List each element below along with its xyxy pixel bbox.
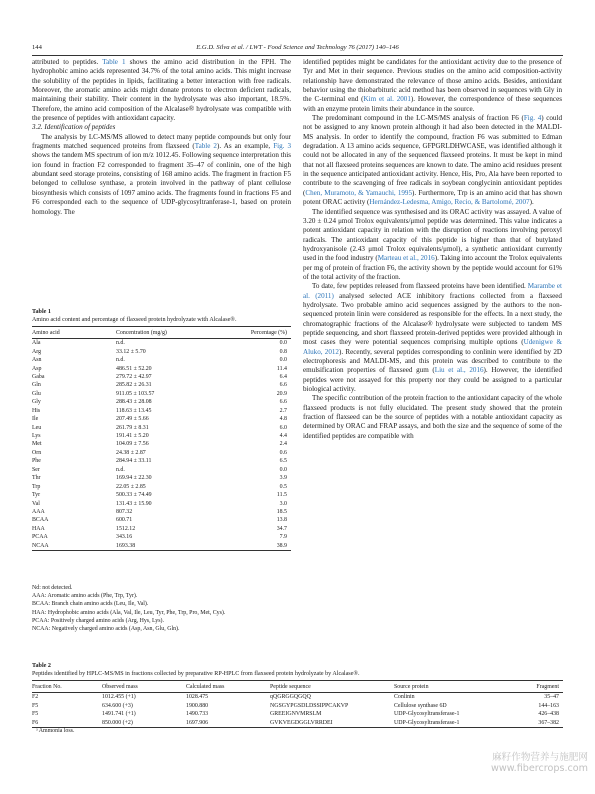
table-note: BCAA: Branch chain amino acids (Leu, Ile, Val). bbox=[32, 601, 149, 608]
table-row bbox=[32, 491, 291, 499]
table-cell: 1028.475 bbox=[186, 694, 209, 701]
table-cell: 486.51 ± 52.20 bbox=[116, 365, 152, 372]
column-header: Peptide sequence bbox=[270, 681, 394, 693]
table-row bbox=[32, 407, 291, 415]
table-cell: 6.6 bbox=[279, 382, 287, 389]
table-cell: Arg bbox=[32, 348, 42, 355]
table-cell: 2.4 bbox=[279, 441, 287, 448]
table-cell: HAA bbox=[32, 525, 45, 532]
table-cell: 4.8 bbox=[279, 416, 287, 423]
table-cell: 288.43 ± 28.08 bbox=[116, 399, 152, 406]
table-cell: Leu bbox=[32, 424, 42, 431]
table2-footnote: ᵃ Ammonia loss. bbox=[36, 728, 75, 734]
table1-notes bbox=[32, 584, 294, 633]
table-note: HAA: Hydrophobic amino acids (Ala, Val, Ile, Leu, Tyr, Phe, Trp, Pro, Met, Cys). bbox=[32, 609, 226, 616]
paragraph: The identified sequence was synthesised and its ORAC activity was assayed. A value of 3.20 ± 0.24 μmol Trolox equivalents/μmol peptide was determined. This value indicates a potent antioxidant capacity in relation with the disruption of reactions involving peroxyl radicals. The antioxidant capacity of this peptide is higher than that of butylated hydroxyanisole (2.43 μmol Trolox equivalents/μmol), a synthetic antioxidant currently used in the food industry (Marteau et al., 2016). Taking into account the Trolox equivalents per mg of protein of fraction F6, the activity shown by the peptide would account for 61% of the total activity of the fraction. bbox=[303, 207, 563, 281]
table-cell: PCAA bbox=[32, 534, 48, 541]
table-cell: n.d. bbox=[116, 340, 125, 347]
table2-label: Table 2 bbox=[32, 663, 51, 669]
table-cell: 285.82 ± 26.31 bbox=[116, 382, 152, 389]
table-cell: Trp bbox=[32, 483, 41, 490]
table-cell: 7.9 bbox=[279, 534, 287, 541]
table-cell: Gaba bbox=[32, 373, 45, 380]
table-cell: 1693.38 bbox=[116, 542, 236, 551]
paragraph: attributed to peptides. Table 1 shows the amino acid distribution in the FPH. The hydrophobic amino acids represented 34.7% of the total amino acids. This might increase the solubility of the peptides in lipids, facilitating a better interaction with free radicals. Moreover, the aromatic amino acids might donate protons to electron deficient radicals, maintaining their stability. Their content in the hydrolysate was also important, 18.5%. Therefore, the amino acid composition of the Alcalase® hydrolysate was compatible with the presence of peptides with antioxidant capacity. bbox=[32, 58, 291, 123]
column-header: Observed mass bbox=[102, 681, 186, 693]
table-cell: qQGRGGQGQQ bbox=[270, 694, 311, 701]
paragraph: To date, few peptides released from flaxseed proteins have been identified. Marambe et al. (2011) analysed selected ACE inhibitory fractions collected from a flaxseed hydrolysate. Two probable amino acid sequences assigned by the authors to the non-sequenced protein linin were considered as responsible for the effects. In a next study, the chromatographic fractions of the Alcalase® hydrolysate were subjected to tandem MS peptide sequencing, and short flaxseed protein-derived peptides were provided although in most cases they were potential sequences comprising multiple options (Udenigwe & Aluko, 2012). Recently, several peptides corresponding to conlinin were identified by 2D electrophoresis and MALDI-MS, and this protein was described to contribute to the emulsification properties of flaxseed gum (Liu et al., 2016). However, the identified peptides were not assayed for this property nor they could be assigned to a particular biological activity. bbox=[303, 282, 562, 394]
table-row bbox=[32, 508, 291, 516]
table-cell: 13.8 bbox=[276, 517, 287, 524]
table-cell: 118.63 ± 13.45 bbox=[116, 407, 152, 414]
table-cell: n.d. bbox=[116, 357, 125, 364]
table-cell: 284.94 ± 33.11 bbox=[116, 458, 152, 465]
table-cell: Ile bbox=[32, 416, 39, 423]
left-column bbox=[32, 58, 291, 217]
link-fig-3[interactable]: Fig. 3 bbox=[273, 142, 292, 151]
table-cell: 144–163 bbox=[538, 702, 559, 709]
table-cell: 0.6 bbox=[279, 449, 287, 456]
right-column bbox=[303, 58, 562, 441]
table-note: AAA: Aromatic amino acids (Phe, Trp, Tyr). bbox=[32, 593, 138, 600]
table-row bbox=[32, 482, 291, 490]
table-header-row bbox=[32, 327, 291, 339]
table-cell: 0.0 bbox=[279, 466, 287, 473]
table-cell: 807.32 bbox=[116, 508, 133, 515]
table-cell: 426–438 bbox=[538, 711, 559, 718]
link-fig-4[interactable]: Fig. 4 bbox=[523, 114, 542, 123]
running-header bbox=[32, 44, 563, 54]
link-chen-1995[interactable]: Chen, Muramoto, & Yamauchi, 1995 bbox=[305, 188, 413, 197]
table-cell: Phe bbox=[32, 458, 41, 465]
table-cell: 279.72 ± 42.97 bbox=[116, 373, 152, 380]
paragraph: identified peptides might be candidates for the antioxidant activity due to the presence of Tyr and Met in their sequence. Previous studies on the amino acid composition-activity relationship have demonstrated the relevance of those amino acids. Besides, antioxidant behavior using the thiobarbituric acid method has been observed in sequences with Gly in the C-terminal end (Kim et al. 2001). However, the correspondence of these sequences with an enzyme protein limits their abundance in the source. bbox=[303, 58, 562, 113]
table-cell: 0.0 bbox=[279, 357, 287, 364]
page-number: 144 bbox=[32, 44, 42, 51]
column-header: Fragment bbox=[508, 681, 563, 693]
table-row bbox=[32, 449, 291, 457]
link-table-2[interactable]: Table 2 bbox=[194, 142, 217, 151]
table-cell: AAA bbox=[32, 508, 45, 515]
table-cell: 634.600 (+3) bbox=[102, 702, 133, 709]
table-cell: Cellulose synthase 6D bbox=[394, 702, 447, 709]
table-cell: 6.0 bbox=[279, 424, 287, 431]
table-cell: 18.5 bbox=[276, 508, 287, 515]
link-liu-2016[interactable]: Liu et al., 2016 bbox=[434, 366, 484, 375]
link-udenigwe-2012[interactable]: Udenigwe & Aluko, 2012 bbox=[303, 338, 562, 356]
table-row bbox=[32, 356, 291, 364]
table-cell: F6 bbox=[32, 719, 102, 728]
column-header: Amino acid bbox=[32, 327, 116, 339]
table-cell: 104.09 ± 7.56 bbox=[116, 441, 149, 448]
link-table-1[interactable]: Table 1 bbox=[102, 58, 126, 66]
table-cell: 4.4 bbox=[279, 433, 287, 440]
table-cell: 33.12 ± 5.70 bbox=[116, 348, 146, 355]
table-row bbox=[32, 390, 291, 398]
table-note: NCAA: Negatively charged amino acids (Asp, Asn, Glu, Gln). bbox=[32, 626, 180, 633]
table-cell: 169.94 ± 22.30 bbox=[116, 475, 152, 482]
table-cell: 6.6 bbox=[279, 399, 287, 406]
table-cell: 3.9 bbox=[279, 475, 287, 482]
table-cell: 261.79 ± 8.31 bbox=[116, 424, 149, 431]
table-cell: 367–382 bbox=[508, 719, 563, 728]
table2-caption: Table 2 Peptides identified by HPLC-MS/MS in fractions collected by preparative RP-HPLC from flaxseed protein hydrolyzate by Alcalase®. bbox=[32, 663, 563, 678]
table-row bbox=[32, 719, 563, 728]
table-row bbox=[32, 339, 291, 348]
table-row bbox=[32, 693, 563, 702]
watermark: 麻籽作物营养与施肥网 www.fibercrops.com bbox=[491, 752, 588, 774]
section-title: 3.2. Identification of peptides bbox=[32, 123, 116, 132]
table-cell: 131.43 ± 15.90 bbox=[116, 500, 152, 507]
table-note: PCAA: Positively charged amino acids (Arg, Hys, Lys). bbox=[32, 617, 164, 624]
table-row bbox=[32, 398, 291, 406]
table-row bbox=[32, 702, 563, 711]
table-cell: Met bbox=[32, 441, 42, 448]
table-cell: 1012.455 (+1) bbox=[102, 694, 136, 701]
table-row bbox=[32, 432, 291, 440]
table-cell: Gln bbox=[32, 382, 41, 389]
table-cell: Val bbox=[32, 500, 40, 507]
header-rule bbox=[32, 55, 563, 56]
table-cell: Ala bbox=[32, 340, 41, 347]
table-cell: 500.33 ± 74.49 bbox=[116, 492, 152, 499]
table-row bbox=[32, 525, 291, 533]
table-body bbox=[32, 693, 563, 728]
table-cell: F2 bbox=[32, 694, 39, 701]
table-cell: 2.7 bbox=[279, 407, 287, 414]
table-body bbox=[32, 339, 291, 551]
table-cell: 6.5 bbox=[279, 458, 287, 465]
link-hernandez-2007[interactable]: Hernández-Ledesma, Amigo, Recio, & Bartolomé, 2007 bbox=[369, 198, 530, 207]
table1-label: Table 1 bbox=[32, 309, 51, 315]
table-row bbox=[32, 516, 291, 524]
table-cell: 0.8 bbox=[279, 348, 287, 355]
table-cell: Lys bbox=[32, 433, 41, 440]
table-note: Nd: not detected. bbox=[32, 585, 73, 591]
column-header: Concentration (mg/g) bbox=[116, 327, 236, 339]
column-header: Calculated mass bbox=[186, 681, 270, 693]
link-kim-2001[interactable]: Kim et al. 2001 bbox=[363, 95, 411, 104]
table-cell: 20.9 bbox=[276, 390, 287, 397]
table-cell: His bbox=[32, 407, 41, 414]
table-cell: 343.16 bbox=[116, 534, 133, 541]
table-cell: Asp bbox=[32, 365, 42, 372]
table-cell: Orn bbox=[32, 449, 42, 456]
paragraph: The predominant compound in the LC-MS/MS analysis of fraction F6 (Fig. 4) could not be assigned to any known protein although it had also been detected in the MALDI-MS analysis. In order to identify the compound, fraction F6 was submitted to Edman degradation. A 13 amino acids sequence, GFPGRLDHWCASE, was identified although it could not be allocated in any of the sequenced flaxseed proteins. It must be kept in mind that not all flaxseed proteins sequences are known to date. The amino acid residues present in the sequence anticipated antioxidant activity. Hence, His, Pro, Ala have been reported to contribute to the scavenging of free radicals in soybean conglycinin antioxidant peptides (Chen, Muramoto, & Yamauchi, 1995). Furthermore, Trp is an amino acid that has shown potent ORAC activity (Hernández-Ledesma, Amigo, Recio, & Bartolomé, 2007). bbox=[303, 114, 562, 207]
table-cell: 600.71 bbox=[116, 517, 133, 524]
table-row bbox=[32, 373, 291, 381]
table-row bbox=[32, 347, 291, 355]
table-cell: Thr bbox=[32, 475, 41, 482]
table-cell: Gly bbox=[32, 399, 41, 406]
table-row bbox=[32, 466, 291, 474]
table-cell: UDP-Glycosyltransferase-1 bbox=[394, 719, 508, 728]
table-cell: F5 bbox=[32, 711, 39, 718]
table-cell: 1512.12 bbox=[116, 525, 136, 532]
link-marteau-2016[interactable]: Marteau et al., 2016 bbox=[377, 254, 435, 263]
column-header: Fraction No. bbox=[32, 681, 102, 693]
amino-acid-table bbox=[32, 326, 291, 551]
table-cell: 11.4 bbox=[276, 365, 287, 372]
table-cell: F5 bbox=[32, 702, 39, 709]
table-cell: NCAA bbox=[32, 542, 116, 551]
table-cell: 0.0 bbox=[279, 340, 287, 347]
table-cell: 1490.733 bbox=[186, 711, 209, 718]
link-marambe-2011[interactable]: Marambe et al. (2011) bbox=[303, 282, 562, 300]
table-cell: GVKVEGDGGLVRRDEI bbox=[270, 719, 394, 728]
table-row bbox=[32, 457, 291, 465]
journal-citation: E.G.D. Silva et al. / LWT - Food Science and Technology 76 (2017) 140–146 bbox=[196, 44, 399, 51]
table-cell: 911.05 ± 103.57 bbox=[116, 390, 155, 397]
table-header-row bbox=[32, 681, 563, 693]
table-cell: Asn bbox=[32, 357, 42, 364]
paragraph: The analysis by LC-MS/MS allowed to detect many peptide compounds but only four fragments matched sequenced proteins from flaxseed (Table 2). As an example, Fig. 3 shows the tandem MS spectrum of ion m/z 1012.45. Following sequence interpretation this ion found in fraction F2 corresponded to fragment 35–47 of conlinin, one of the high abundant seed storage proteins, consisting of 168 amino acids. The fragment in fraction F5 belonged to cellulose synthase, a protein involved in the pathway of plant cellulose biosynthesis which consists of 1097 amino acids. The fragments found in fractions F5 and F6 corresponded each to the sequence of UDP-glycosyltranferase-1, based on protein homology. The bbox=[32, 132, 292, 216]
table-cell: BCAA bbox=[32, 517, 49, 524]
table-cell: 191.41 ± 5.20 bbox=[116, 433, 149, 440]
table-row bbox=[32, 440, 291, 448]
table-cell: Glu bbox=[32, 390, 41, 397]
table-cell: 207.49 ± 5.66 bbox=[116, 416, 149, 423]
table-cell: 34.7 bbox=[276, 525, 287, 532]
table-cell: Ser bbox=[32, 466, 40, 473]
table1-caption: Table 1 Amino acid content and percentage of flaxseed protein hydrolyzate with Alcalase®. bbox=[32, 309, 294, 324]
paragraph: The specific contribution of the protein fraction to the antioxidant capacity of the whole flaxseed products is not fully elucidated. The present study showed that the protein fraction of flaxseed can be the source of peptides with a notable antioxidant capacity as determined by ORAC and FRAP assays, and both the size and the sequence of some of the identified peptides are compatible with bbox=[303, 394, 562, 440]
table-row bbox=[32, 415, 291, 423]
table-row bbox=[32, 364, 291, 372]
table-row bbox=[32, 381, 291, 389]
table-cell: NGSGYPGSDLDSSIPPCAKVP bbox=[270, 702, 349, 709]
table-cell: UDP-Glycosyltransferase-1 bbox=[394, 711, 460, 718]
table-row bbox=[32, 499, 291, 507]
table-cell: 3.0 bbox=[279, 500, 287, 507]
table-cell: 22.05 ± 2.85 bbox=[116, 483, 146, 490]
peptide-table bbox=[32, 680, 563, 728]
table-cell: GREEIGNVMRSLM bbox=[270, 711, 322, 718]
table-cell: Conlinin bbox=[394, 694, 415, 701]
table-cell: 0.5 bbox=[279, 483, 287, 490]
table-cell: 38.9 bbox=[236, 542, 291, 551]
table-row bbox=[32, 423, 291, 431]
table-cell: 1697.906 bbox=[186, 719, 270, 728]
table-cell: n.d. bbox=[116, 466, 125, 473]
table-cell: 24.38 ± 2.87 bbox=[116, 449, 146, 456]
table-cell: 1491.741 (+1) bbox=[102, 711, 136, 718]
table-row bbox=[32, 533, 291, 541]
table-cell: 850.000 (+2) bbox=[102, 719, 186, 728]
table-row bbox=[32, 710, 563, 719]
table-cell: 35–47 bbox=[544, 694, 559, 701]
table-cell: 6.4 bbox=[279, 373, 287, 380]
table-row bbox=[32, 474, 291, 482]
column-header: Source protein bbox=[394, 681, 508, 693]
table-cell: 11.5 bbox=[276, 492, 287, 499]
column-header: Percentage (%) bbox=[236, 327, 291, 339]
table-row bbox=[32, 542, 291, 551]
table-cell: 1900.880 bbox=[186, 702, 209, 709]
table-cell: Tyr bbox=[32, 492, 41, 499]
